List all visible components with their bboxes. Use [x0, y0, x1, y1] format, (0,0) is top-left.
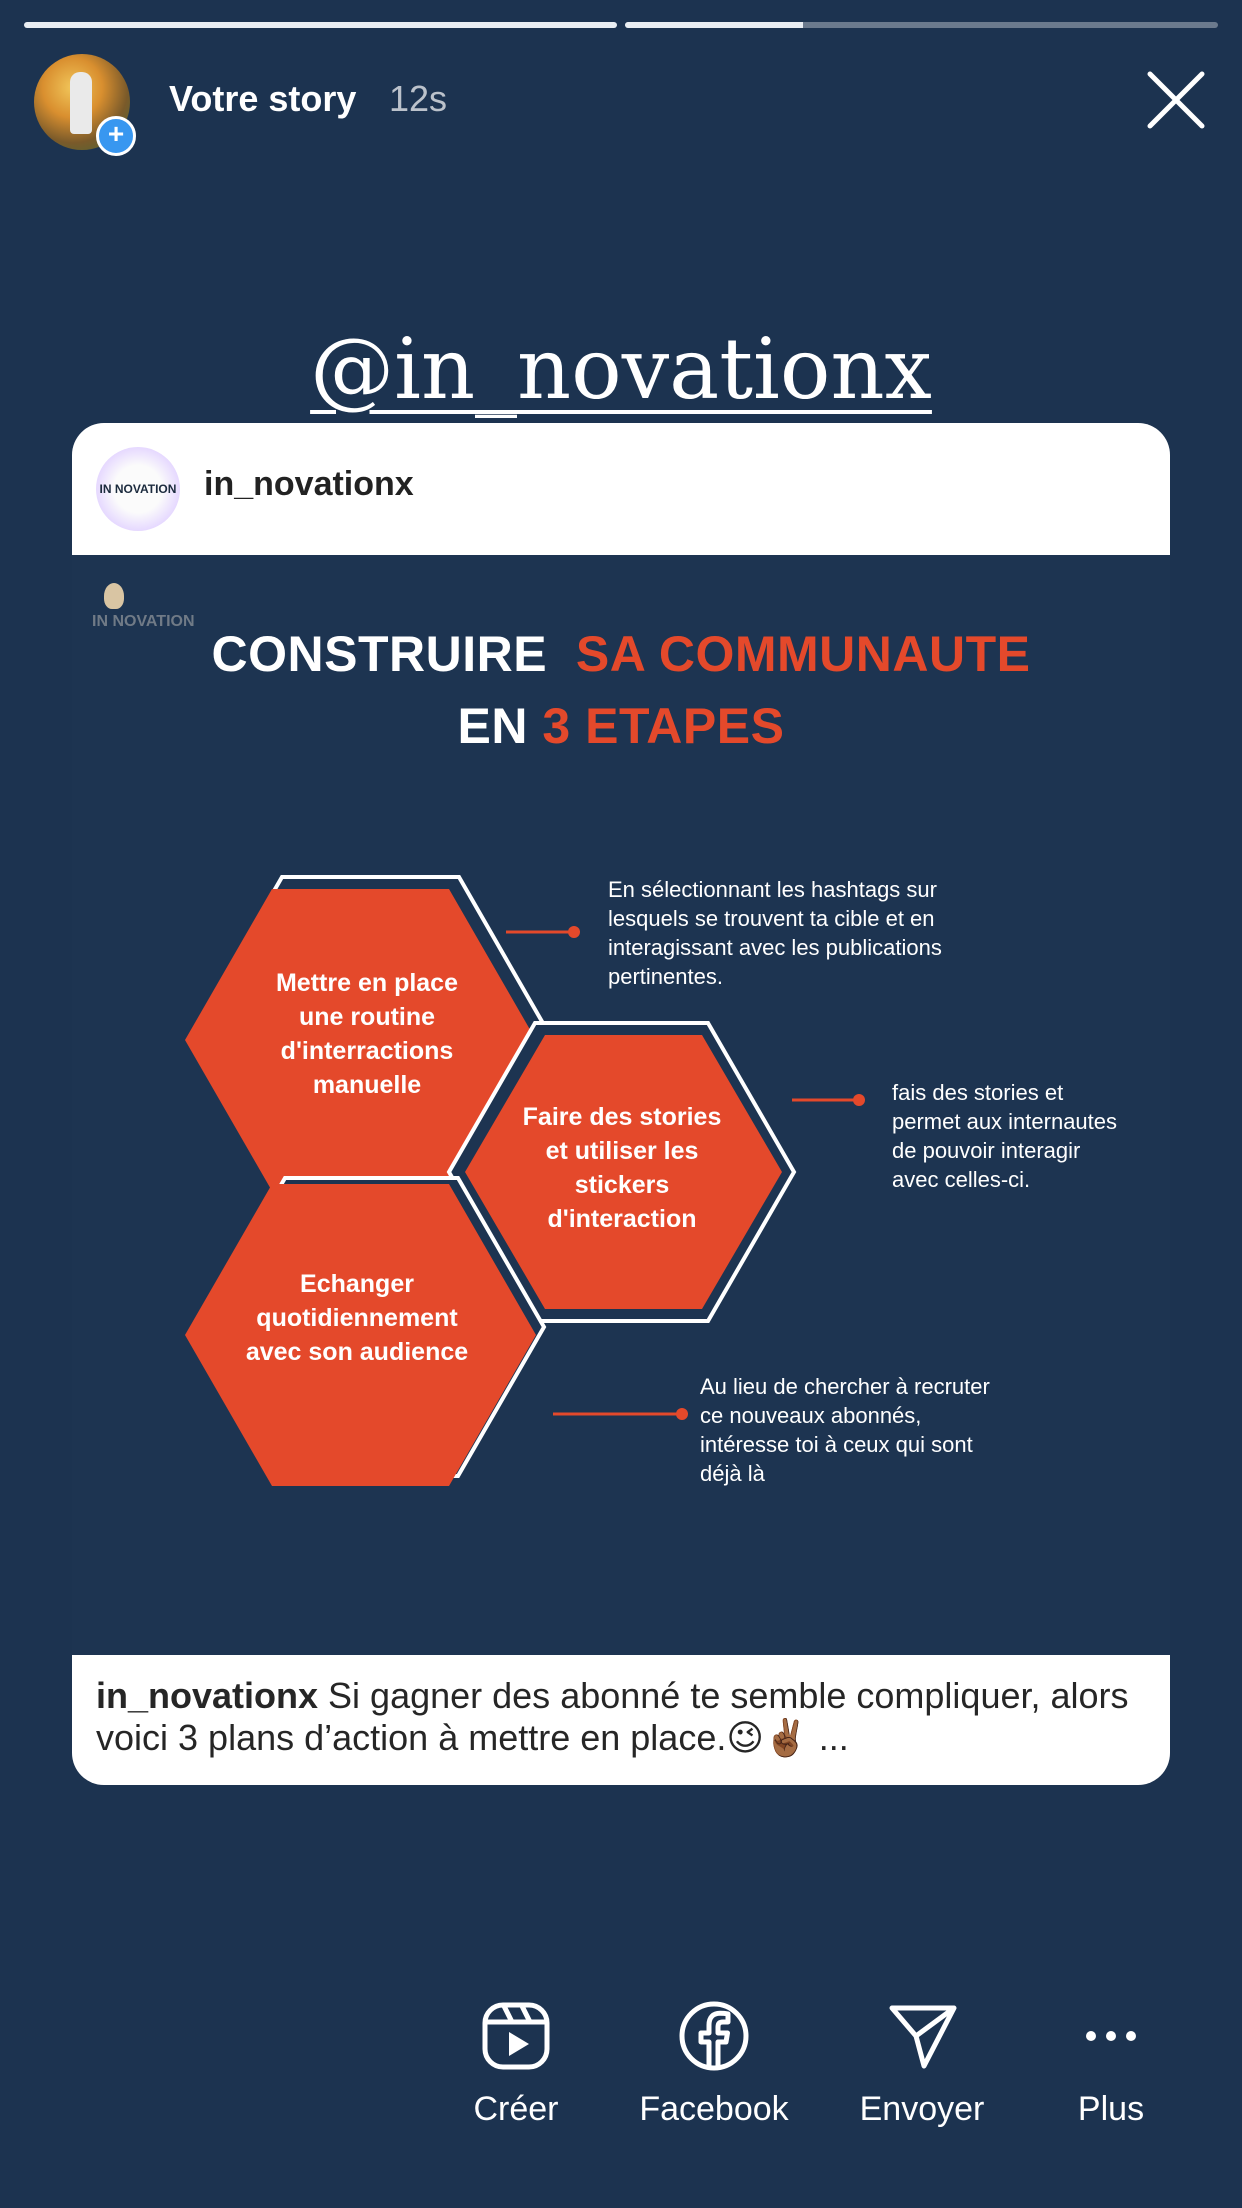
more-dots-icon	[1075, 2000, 1147, 2072]
progress-segment-1	[24, 22, 617, 28]
close-icon[interactable]	[1144, 68, 1208, 132]
send-button[interactable]: Envoyer	[832, 2000, 1012, 2129]
more-button[interactable]: Plus	[1021, 2000, 1201, 2129]
post-title-line2: EN 3 ETAPES	[457, 698, 785, 754]
story-actions	[450, 2000, 1242, 2160]
user-avatar[interactable]	[34, 54, 130, 150]
description-3: Au lieu de chercher à recruter ce nouveaux abonnés, intéresse toi à ceux qui sont déjà là	[700, 1374, 990, 1486]
post-author-avatar[interactable]: IN NOVATION	[96, 447, 180, 531]
post-caption[interactable]: in_novationx Si gagner des abonné te semble compliquer, alors voici 3 plans d’action à mettre en place.😉✌🏾 ...	[96, 1675, 1129, 1758]
hexagon-3-label: Echanger quotidiennement avec son audience	[245, 1270, 469, 1366]
create-button[interactable]: Créer	[426, 2000, 606, 2129]
story-title: Votre story	[169, 78, 357, 119]
brand-logo: IN NOVATION	[92, 583, 202, 643]
add-story-icon[interactable]: +	[96, 116, 136, 156]
facebook-icon	[678, 2000, 750, 2072]
facebook-button[interactable]: Facebook	[624, 2000, 804, 2129]
hexagon-1-label: Mettre en place une routine d'interractions manuelle	[275, 969, 458, 1099]
paper-plane-icon	[886, 2000, 958, 2072]
reels-icon	[480, 2000, 552, 2072]
shared-post-card[interactable]	[72, 423, 1170, 1785]
description-2: fais des stories et permet aux internautes de pouvoir interagir avec celles-ci.	[892, 1080, 1118, 1192]
story-progress	[24, 22, 1218, 28]
post-title-line1: CONSTRUIRE SA COMMUNAUTE	[211, 626, 1031, 682]
mention-sticker[interactable]: @in_novationx	[310, 320, 932, 418]
progress-segment-2	[625, 22, 1218, 28]
story-time: 12s	[389, 78, 448, 119]
post-header	[72, 423, 1170, 555]
post-image	[72, 555, 1170, 1655]
post-author-username[interactable]: in_novationx	[204, 465, 414, 503]
description-1: En sélectionnant les hashtags sur lesquels se trouvent ta cible et en interagissant avec les publications pertinentes.	[608, 877, 942, 989]
story-header	[34, 52, 1208, 152]
hexagon-2-label: Faire des stories et utiliser les stickers d'interaction	[522, 1103, 722, 1233]
